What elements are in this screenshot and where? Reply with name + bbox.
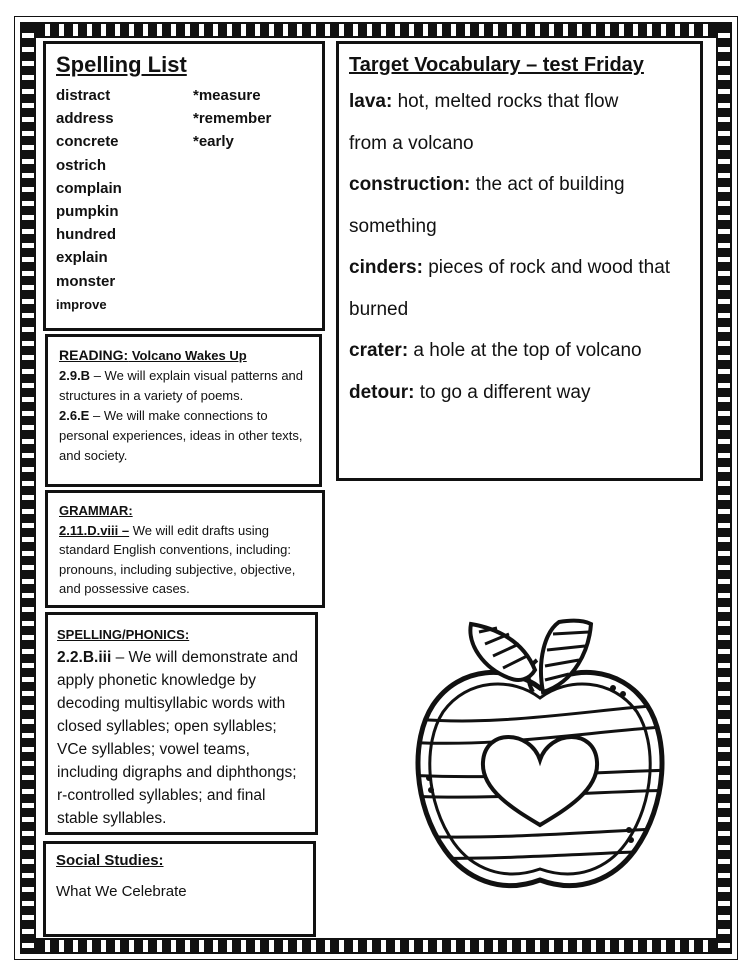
spelling-words-column-2 xyxy=(193,84,271,316)
reading-story-title: Volcano Wakes Up xyxy=(128,348,247,363)
challenge-word: *early xyxy=(193,133,234,151)
vocab-definition: the act of building xyxy=(470,174,625,195)
checkered-border-bottom xyxy=(20,938,732,954)
vocab-entry-cinders xyxy=(349,247,690,289)
vocab-entry-construction xyxy=(349,164,690,206)
reading-box xyxy=(45,334,322,487)
checkered-border-right xyxy=(716,22,732,954)
standard-text: – We will demonstrate and apply phonetic knowledge by decoding multisyllabic words with closed syllables; open syllables; VCe syllables; vowel teams, including digraphs and diphthongs; r-controlled syllables; and final stable syllables. xyxy=(57,649,298,827)
social-studies-topic: What We Celebrate xyxy=(56,883,187,900)
vocab-term: construction: xyxy=(349,174,471,195)
checkered-border-left xyxy=(20,22,36,954)
vocab-term: cinders: xyxy=(349,257,423,278)
vocab-definition: pieces of rock and wood that xyxy=(422,257,671,278)
target-vocabulary-box xyxy=(336,41,703,481)
social-studies-label: Social Studies: xyxy=(56,852,164,869)
grammar-standard xyxy=(59,521,311,599)
standard-code: 2.9.B xyxy=(59,368,91,383)
vocab-entry-crater xyxy=(349,330,690,372)
standard-code: 2.11.D.viii – xyxy=(59,522,130,538)
vocab-definition: to go a different way xyxy=(414,381,591,403)
reading-heading xyxy=(59,345,308,366)
spelling-list-box xyxy=(43,41,325,331)
vocab-term: lava: xyxy=(349,91,393,112)
spelling-word: monster xyxy=(56,272,116,290)
spelling-phonics-box xyxy=(45,612,318,835)
spelling-word: distract xyxy=(56,87,111,104)
vocab-definition: a hole at the top of volcano xyxy=(408,340,642,361)
phonics-label: SPELLING/PHONICS: xyxy=(57,627,190,642)
spelling-list-title: Spelling List xyxy=(56,52,187,77)
spelling-word: hundred xyxy=(56,226,116,244)
vocab-entry-lava xyxy=(349,81,690,123)
standard-code: 2.6.E xyxy=(59,408,90,423)
standard-code: 2.2.B.iii xyxy=(57,649,112,666)
spelling-word: complain xyxy=(56,179,122,197)
social-studies-box xyxy=(43,841,316,937)
spelling-word: address xyxy=(56,110,114,128)
standard-text: – We will make connections to personal experiences, ideas in other texts, and society. xyxy=(59,408,303,463)
vocabulary-title: Target Vocabulary – test Friday xyxy=(349,54,644,76)
grammar-box xyxy=(45,490,325,608)
reading-standard-1 xyxy=(59,366,308,406)
standard-text: – We will explain visual patterns and structures in a variety of poems. xyxy=(59,368,304,403)
vocab-term: crater: xyxy=(349,340,409,361)
vocab-definition-continued: from a volcano xyxy=(349,132,474,154)
spelling-word: ostrich xyxy=(56,156,107,174)
reading-label: READING: xyxy=(59,347,129,363)
vocab-definition: hot, melted rocks that flow xyxy=(392,91,619,112)
spelling-word: concrete xyxy=(56,133,119,151)
vocab-definition-continued: burned xyxy=(349,298,409,320)
vocab-entry-detour xyxy=(349,372,690,414)
spelling-word: improve xyxy=(56,296,107,312)
apple-heart-icon xyxy=(405,610,675,900)
challenge-word: *measure xyxy=(193,87,261,104)
spelling-words-column-1 xyxy=(56,84,193,316)
spelling-word: pumpkin xyxy=(56,203,119,221)
checkered-border-top xyxy=(20,22,732,38)
grammar-label: GRAMMAR: xyxy=(59,503,133,518)
vocab-term: detour: xyxy=(349,381,415,403)
standard-text: We will edit drafts using standard English conventions, including: pronouns, including subjective, objective, and possessive cases. xyxy=(59,522,296,596)
phonics-standard xyxy=(57,646,306,830)
reading-standard-2 xyxy=(59,406,308,466)
vocab-definition-continued: something xyxy=(349,215,437,237)
spelling-word: explain xyxy=(56,249,108,267)
challenge-word: *remember xyxy=(193,110,272,128)
